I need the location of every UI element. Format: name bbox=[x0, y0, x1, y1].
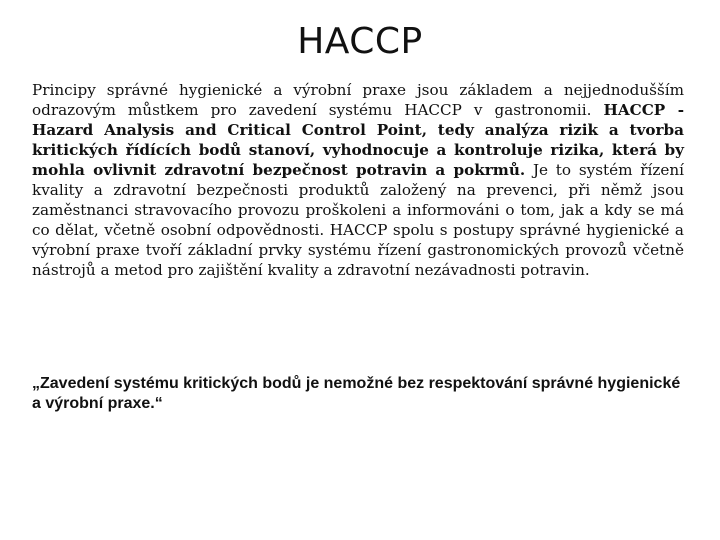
paragraph-intro: Principy správné hygienické a výrobní praxe jsou základem a nejjednodušším odrazovým můstkem pro zavedení systému HACCP v gastronomii. bbox=[32, 81, 684, 119]
slide-title: HACCP bbox=[297, 21, 423, 62]
haccp-description-paragraph bbox=[32, 80, 684, 280]
paragraph-rest: Je to systém řízení kvality a zdravotní bezpečnosti produktů založený na prevenci, při němž jsou zaměstnanci stravovacího provozu proškoleni a informováni o tom, jak a kdy se má co dělat, včetně osobní odpovědnosti. HACCP spolu s postupy správné hygienické a výrobní praxe tvoří základní prvky systému řízení gastronomických provozů včetně nástrojů a metod pro zajištění kvality a zdravotní nezávadnosti potravin. bbox=[32, 161, 684, 279]
closing-quote: „Zavedení systému kritických bodů je nemožné bez respektování správné hygienické a výrobní praxe.“ bbox=[32, 375, 681, 412]
paragraph-haccp-definition: HACCP - Hazard Analysis and Critical Control Point, tedy analýza rizik a tvorba kritických řídících bodů stanoví, vyhodnocuje a kontroluje rizika, která by mohla ovlivnit zdravotní bezpečnost potravin a pokrmů. bbox=[32, 101, 684, 179]
